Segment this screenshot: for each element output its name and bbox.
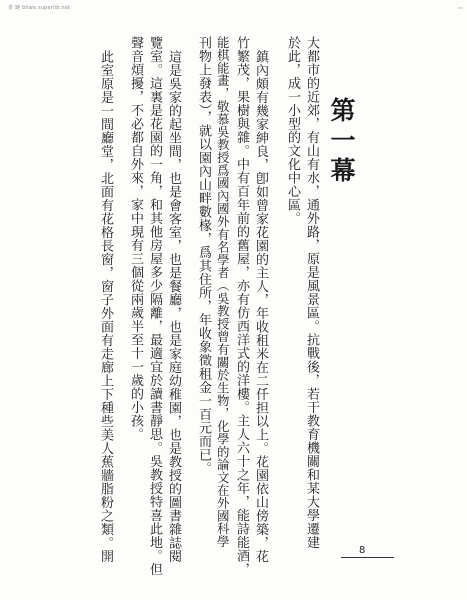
watermark-text: 書 鏈 bhwx.superlib.net — [8, 5, 71, 11]
act-title: 第一幕 — [327, 97, 356, 187]
page-number: 8 — [359, 545, 366, 556]
text-column-2: 於此，成一小型的文化中心區。 — [285, 36, 300, 225]
text-column-8: 覽室。這裏是花園的一角，和其他房屋多少隔離，最適宜於讀書靜思。吳教授特喜此地。但 — [147, 36, 162, 576]
text-column-10: 此室原是一間廳堂，北面有花格長窗，窗子外面有走廊上下種些美人蕉牆脂粉之類。開 — [98, 50, 113, 563]
page-number-rule — [341, 557, 394, 558]
text-column-9: 聲音煩擾，不必都自外來，家中現有三個從兩歲半至十一歲的小孩。 — [128, 36, 143, 441]
corner-mark: ·· — [457, 4, 463, 13]
text-column-7: 這是吳家的起坐間，也是會客室，也是餐廳，也是家庭幼稚園，也是教授的圖書雜誌閱 — [166, 50, 181, 563]
text-column-3: 鎮內頗有幾家紳良，卽如曾家花園的主人，年收租米在二仟担以上。花園依山傍築，花 — [253, 50, 268, 563]
text-column-5: 能棋能畫，敬慕吳教授爲國內國外有名學者（吳教授曾有關於生物，化學的論文在外國科學 — [215, 36, 230, 548]
text-column-6: 刊物上發表），就以園內山畔數椽，爲其住所，年收象徵租金一百元而已。 — [196, 36, 211, 475]
text-column-1: 大都市的近郊，有山有水，通外路，原是風景區。抗戰後，若干教育機關和某大學遷建 — [304, 36, 319, 549]
text-column-4: 竹繁茂，果樹與雜。中有百年前的舊屋，亦有仿西洋式的洋樓。主人六十之年，能詩能酒， — [234, 36, 249, 576]
